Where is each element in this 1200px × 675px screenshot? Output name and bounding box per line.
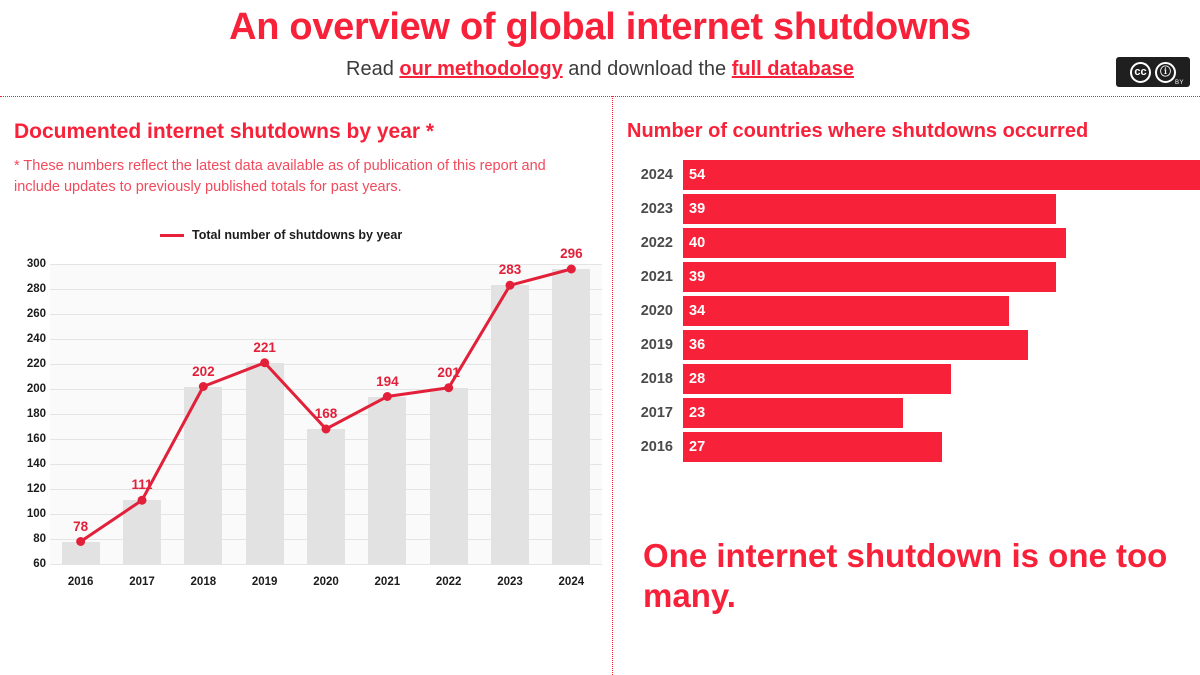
- chart-legend: [160, 228, 402, 242]
- cc-by-label: BY: [1174, 80, 1184, 86]
- bar-track: [683, 158, 1200, 192]
- subtitle-text-mid: and download the: [562, 58, 732, 80]
- right-panel-title: Number of countries where shutdowns occurred: [627, 120, 1089, 142]
- bar-row: [627, 192, 1200, 226]
- subtitle: [0, 58, 1200, 81]
- methodology-link[interactable]: our methodology: [399, 58, 563, 80]
- data-label: 296: [560, 246, 583, 261]
- right-panel: [613, 96, 1200, 675]
- data-label: 111: [131, 477, 153, 493]
- bar-value-label: 40: [689, 235, 706, 251]
- bar-row: [627, 294, 1200, 328]
- bar: [683, 194, 1056, 224]
- bar-year-label: 2016: [640, 439, 673, 455]
- creative-commons-badge: [1116, 57, 1190, 87]
- cc-by-person-icon: ⓘ: [1155, 62, 1176, 83]
- bar-value-label: 39: [689, 201, 706, 217]
- trend-marker: [383, 392, 392, 401]
- left-panel: [0, 96, 612, 675]
- bar-row: [627, 396, 1200, 430]
- bar-track: [683, 328, 1200, 362]
- bar-track: [683, 260, 1200, 294]
- bar-year-label: 2024: [640, 167, 673, 183]
- y-tick-label: 180: [26, 408, 46, 420]
- y-tick-label: 300: [26, 258, 46, 270]
- bar-year-label: 2019: [640, 337, 673, 353]
- database-link[interactable]: full database: [731, 58, 854, 80]
- bar-year-label: 2017: [640, 405, 673, 421]
- bar-track: [683, 294, 1200, 328]
- bar: [683, 160, 1200, 190]
- bar-track: [683, 226, 1200, 260]
- trend-marker: [76, 537, 85, 546]
- data-label: 78: [73, 518, 89, 534]
- trend-marker: [138, 496, 147, 505]
- countries-bar-chart: [627, 158, 1200, 464]
- header: [0, 0, 1200, 96]
- bar-value-label: 28: [689, 371, 706, 387]
- page-title: An overview of global internet shutdowns: [229, 6, 971, 48]
- bar-value-label: 39: [689, 269, 706, 285]
- y-tick-label: 100: [26, 508, 46, 520]
- bar: [683, 432, 942, 462]
- data-label: 202: [192, 363, 215, 379]
- x-tick-label: 2019: [251, 576, 278, 588]
- y-tick-label: 200: [26, 383, 46, 395]
- bar: [683, 228, 1066, 258]
- left-panel-title: Documented internet shutdowns by year *: [14, 120, 435, 143]
- data-label: 194: [376, 373, 399, 389]
- x-tick-label: 2020: [313, 576, 339, 588]
- bar-row: [627, 158, 1200, 192]
- legend-item-label: Total number of shutdowns by year: [192, 228, 403, 242]
- bar: [683, 398, 903, 428]
- left-panel-note: * These numbers reflect the latest data available as of publication of this report and include updates to previously published totals for past years.: [14, 158, 546, 196]
- data-label: 168: [314, 406, 338, 421]
- bar-value-label: 34: [689, 303, 706, 319]
- bar-row: [627, 328, 1200, 362]
- bar-year-label: 2020: [640, 303, 673, 319]
- data-label: 221: [253, 339, 276, 355]
- x-tick-label: 2023: [497, 576, 523, 588]
- x-tick-label: 2017: [129, 576, 155, 588]
- bar-row: [627, 362, 1200, 396]
- cc-icon: cc: [1130, 62, 1151, 83]
- y-tick-label: 260: [26, 308, 46, 320]
- tagline: One internet shutdown is one too many.: [643, 537, 1168, 615]
- bar-track: [683, 430, 1200, 464]
- bar: [683, 364, 951, 394]
- trend-marker: [199, 382, 208, 391]
- y-tick-label: 160: [26, 433, 46, 445]
- y-tick-label: 220: [26, 358, 46, 370]
- trend-marker: [506, 281, 515, 290]
- bar: [683, 296, 1009, 326]
- bar-value-label: 27: [689, 439, 706, 455]
- bar-track: [683, 396, 1200, 430]
- bar: [683, 330, 1028, 360]
- y-tick-label: 120: [26, 483, 46, 495]
- trend-marker: [322, 425, 331, 434]
- trend-marker: [260, 358, 269, 367]
- trend-marker: [567, 265, 576, 274]
- bar-row: [627, 226, 1200, 260]
- bar-year-label: 2021: [640, 269, 673, 285]
- data-label: 201: [437, 364, 460, 380]
- bar-value-label: 23: [689, 405, 706, 421]
- y-tick-label: 280: [26, 283, 46, 295]
- x-tick-label: 2022: [435, 576, 462, 588]
- y-tick-label: 60: [33, 558, 46, 570]
- gridline: [50, 564, 602, 565]
- bar: [683, 262, 1056, 292]
- bar-year-label: 2018: [640, 371, 673, 387]
- bar-track: [683, 192, 1200, 226]
- y-tick-label: 240: [26, 333, 46, 345]
- bar-track: [683, 362, 1200, 396]
- bar-year-label: 2022: [640, 235, 673, 251]
- x-tick-label: 2018: [190, 576, 217, 588]
- legend-line-swatch: [160, 234, 184, 237]
- bar-row: [627, 260, 1200, 294]
- bar-value-label: 36: [689, 337, 706, 353]
- subtitle-text-pre: Read: [346, 58, 400, 80]
- bar-year-label: 2023: [640, 201, 673, 217]
- bar-row: [627, 430, 1200, 464]
- x-tick-label: 2024: [558, 576, 585, 588]
- x-tick-label: 2016: [67, 576, 94, 588]
- shutdowns-by-year-chart: [14, 246, 600, 596]
- x-tick-label: 2021: [374, 576, 401, 588]
- bar-value-label: 54: [689, 167, 706, 183]
- y-tick-label: 140: [26, 458, 46, 470]
- y-tick-label: 80: [33, 533, 46, 545]
- data-label: 283: [498, 262, 522, 278]
- trend-marker: [444, 383, 453, 392]
